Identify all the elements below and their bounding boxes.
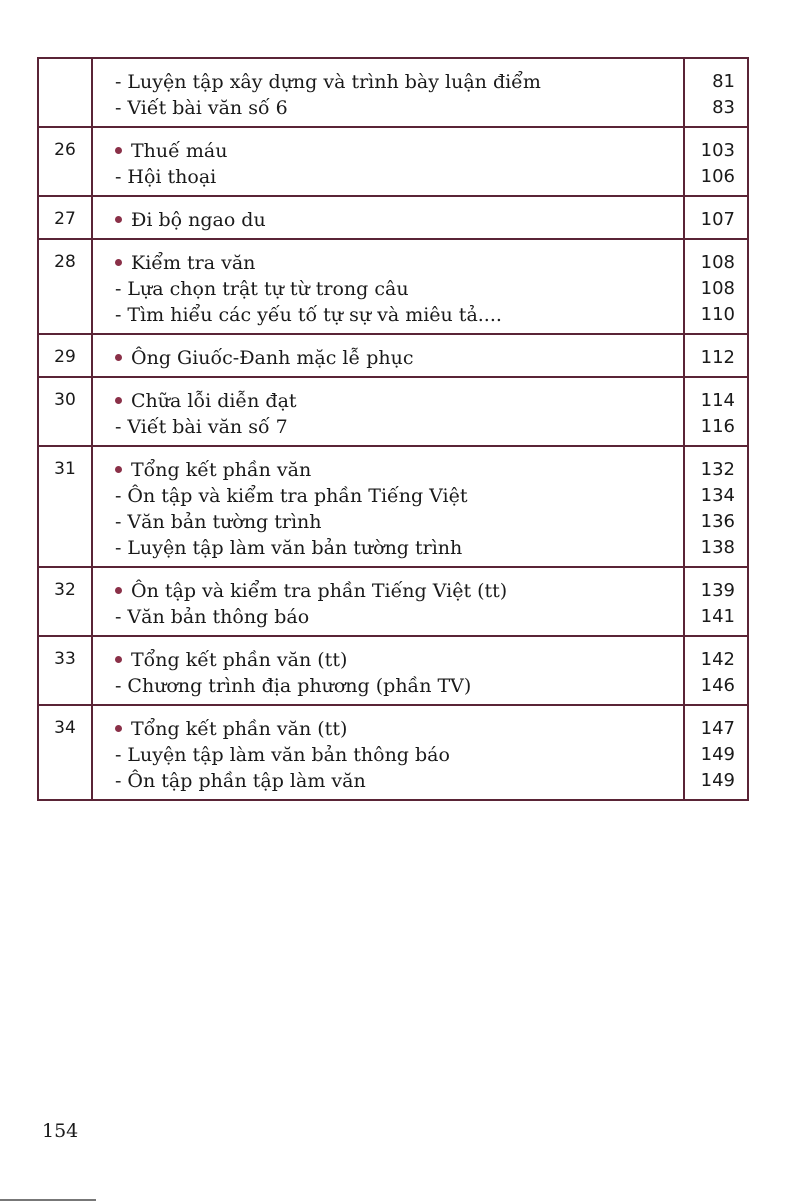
toc-entry-page: 108 bbox=[700, 278, 735, 299]
toc-entry-title: Văn bản tường trình bbox=[127, 511, 322, 533]
lesson-number: 29 bbox=[54, 347, 76, 367]
toc-entry-title: Lựa chọn trật tự từ trong câu bbox=[127, 278, 409, 300]
bullet-icon bbox=[115, 466, 122, 473]
lesson-number: 27 bbox=[54, 209, 76, 229]
toc-entry-title: Luyện tập làm văn bản thông báo bbox=[127, 744, 450, 766]
lesson-number-cell bbox=[38, 58, 92, 127]
lesson-number: 33 bbox=[54, 649, 76, 669]
toc-entry-title: Chương trình địa phương (phần TV) bbox=[127, 675, 472, 697]
toc-entry bbox=[93, 250, 683, 276]
toc-entry-title: Tổng kết phần văn (tt) bbox=[131, 649, 348, 671]
bullet-icon bbox=[115, 354, 122, 361]
toc-entry-title: Đi bộ ngao du bbox=[131, 209, 266, 231]
toc-entry bbox=[93, 535, 683, 561]
toc-entry-page: 83 bbox=[712, 97, 735, 118]
toc-entry bbox=[93, 768, 683, 794]
page-numbers-cell bbox=[684, 705, 748, 800]
bullet-icon bbox=[115, 587, 122, 594]
lesson-titles-cell bbox=[92, 446, 684, 567]
dash-marker: - bbox=[115, 304, 122, 326]
toc-entry-title: Tìm hiểu các yếu tố tự sự và miêu tả.... bbox=[127, 304, 502, 326]
toc-entry-title: Kiểm tra văn bbox=[131, 252, 256, 274]
toc-entry-page: 134 bbox=[700, 485, 735, 506]
toc-entry-title: Tổng kết phần văn (tt) bbox=[131, 718, 348, 740]
dash-marker: - bbox=[115, 537, 122, 559]
dash-marker: - bbox=[115, 166, 122, 188]
toc-entry bbox=[93, 716, 683, 742]
toc-entry bbox=[93, 483, 683, 509]
page-numbers-cell bbox=[684, 446, 748, 567]
lesson-number-cell bbox=[38, 377, 92, 446]
bullet-icon bbox=[115, 656, 122, 663]
lesson-number-cell bbox=[38, 334, 92, 377]
dash-marker: - bbox=[115, 511, 122, 533]
table-row bbox=[38, 705, 748, 800]
toc-entry-page: 116 bbox=[700, 416, 735, 437]
table-row bbox=[38, 196, 748, 239]
table-row bbox=[38, 58, 748, 127]
lesson-titles-cell bbox=[92, 58, 684, 127]
lesson-number-cell bbox=[38, 705, 92, 800]
toc-entry bbox=[93, 207, 683, 233]
toc-entry-title: Chữa lỗi diễn đạt bbox=[131, 390, 297, 412]
dash-marker: - bbox=[115, 606, 122, 628]
toc-entry-page: 81 bbox=[712, 71, 735, 92]
page-numbers-cell bbox=[684, 239, 748, 334]
table-row bbox=[38, 127, 748, 196]
toc-entry bbox=[93, 164, 683, 190]
lesson-number-cell bbox=[38, 196, 92, 239]
dash-marker: - bbox=[115, 485, 122, 507]
page-numbers-cell bbox=[684, 377, 748, 446]
bullet-icon bbox=[115, 259, 122, 266]
toc-entry bbox=[93, 673, 683, 699]
lesson-titles-cell bbox=[92, 334, 684, 377]
table-row bbox=[38, 377, 748, 446]
toc-entry bbox=[93, 388, 683, 414]
toc-entry-page: 149 bbox=[700, 744, 735, 765]
lesson-titles-cell bbox=[92, 239, 684, 334]
toc-entry-page: 146 bbox=[700, 675, 735, 696]
toc-entry-title: Viết bài văn số 7 bbox=[127, 416, 288, 438]
bullet-icon bbox=[115, 216, 122, 223]
toc-entry bbox=[93, 95, 683, 121]
lesson-number: 26 bbox=[54, 140, 76, 160]
toc-entry-title: Văn bản thông báo bbox=[127, 606, 310, 628]
lesson-number: 31 bbox=[54, 459, 76, 479]
lesson-number-cell bbox=[38, 446, 92, 567]
toc-entry bbox=[93, 578, 683, 604]
lesson-number: 32 bbox=[54, 580, 76, 600]
lesson-titles-cell bbox=[92, 377, 684, 446]
lesson-number: 30 bbox=[54, 390, 76, 410]
table-of-contents bbox=[37, 57, 749, 801]
toc-entry-title: Ôn tập và kiểm tra phần Tiếng Việt bbox=[127, 485, 468, 507]
dash-marker: - bbox=[115, 770, 122, 792]
toc-entry-page: 141 bbox=[700, 606, 735, 627]
toc-entry-title: Hội thoại bbox=[127, 166, 217, 188]
toc-entry bbox=[93, 647, 683, 673]
toc-entry-title: Tổng kết phần văn bbox=[131, 459, 312, 481]
toc-entry bbox=[93, 457, 683, 483]
lesson-titles-cell bbox=[92, 127, 684, 196]
lesson-titles-cell bbox=[92, 705, 684, 800]
dash-marker: - bbox=[115, 675, 122, 697]
toc-entry-page: 107 bbox=[700, 209, 735, 230]
bullet-icon bbox=[115, 397, 122, 404]
lesson-number: 34 bbox=[54, 718, 76, 738]
toc-entry-page: 142 bbox=[700, 649, 735, 670]
toc-entry-title: Ôn tập và kiểm tra phần Tiếng Việt (tt) bbox=[131, 580, 508, 602]
dash-marker: - bbox=[115, 744, 122, 766]
toc-entry bbox=[93, 604, 683, 630]
lesson-number-cell bbox=[38, 239, 92, 334]
toc-entry-page: 106 bbox=[700, 166, 735, 187]
page-numbers-cell bbox=[684, 58, 748, 127]
toc-entry-page: 149 bbox=[700, 770, 735, 791]
toc-entry-title: Luyện tập làm văn bản tường trình bbox=[127, 537, 463, 559]
lesson-number-cell bbox=[38, 127, 92, 196]
bullet-icon bbox=[115, 147, 122, 154]
lesson-number bbox=[39, 59, 91, 71]
toc-entry-page: 103 bbox=[700, 140, 735, 161]
lesson-titles-cell bbox=[92, 196, 684, 239]
dash-marker: - bbox=[115, 71, 122, 93]
toc-entry bbox=[93, 509, 683, 535]
toc-entry-page: 114 bbox=[700, 390, 735, 411]
toc-entry bbox=[93, 69, 683, 95]
toc-entry-page: 112 bbox=[700, 347, 735, 368]
table-row bbox=[38, 239, 748, 334]
lesson-titles-cell bbox=[92, 636, 684, 705]
lesson-number-cell bbox=[38, 567, 92, 636]
toc-entry bbox=[93, 138, 683, 164]
table-row bbox=[38, 567, 748, 636]
dash-marker: - bbox=[115, 278, 122, 300]
bottom-rule bbox=[0, 1199, 96, 1201]
toc-entry bbox=[93, 345, 683, 371]
toc-entry-title: Thuế máu bbox=[131, 140, 228, 162]
table-row bbox=[38, 636, 748, 705]
toc-entry-page: 138 bbox=[700, 537, 735, 558]
page-numbers-cell bbox=[684, 334, 748, 377]
page-numbers-cell bbox=[684, 196, 748, 239]
page-numbers-cell bbox=[684, 127, 748, 196]
page-numbers-cell bbox=[684, 636, 748, 705]
toc-entry-page: 108 bbox=[700, 252, 735, 273]
lesson-number-cell bbox=[38, 636, 92, 705]
toc-body bbox=[38, 58, 748, 800]
lesson-titles-cell bbox=[92, 567, 684, 636]
page-number: 154 bbox=[42, 1120, 79, 1142]
bullet-icon bbox=[115, 725, 122, 732]
toc-entry-page: 136 bbox=[700, 511, 735, 532]
toc-entry bbox=[93, 414, 683, 440]
toc-entry bbox=[93, 742, 683, 768]
toc-entry-title: Viết bài văn số 6 bbox=[127, 97, 288, 119]
dash-marker: - bbox=[115, 97, 122, 119]
table-row bbox=[38, 446, 748, 567]
toc-entry-title: Ôn tập phần tập làm văn bbox=[127, 770, 366, 792]
toc-entry-page: 139 bbox=[700, 580, 735, 601]
toc-entry-page: 110 bbox=[700, 304, 735, 325]
table-row bbox=[38, 334, 748, 377]
toc-entry bbox=[93, 276, 683, 302]
toc-entry bbox=[93, 302, 683, 328]
toc-entry-title: Ông Giuốc-Đanh mặc lễ phục bbox=[131, 347, 414, 369]
toc-entry-page: 147 bbox=[700, 718, 735, 739]
toc-entry-title: Luyện tập xây dựng và trình bày luận điểm bbox=[127, 71, 541, 93]
page-numbers-cell bbox=[684, 567, 748, 636]
dash-marker: - bbox=[115, 416, 122, 438]
toc-entry-page: 132 bbox=[700, 459, 735, 480]
lesson-number: 28 bbox=[54, 252, 76, 272]
